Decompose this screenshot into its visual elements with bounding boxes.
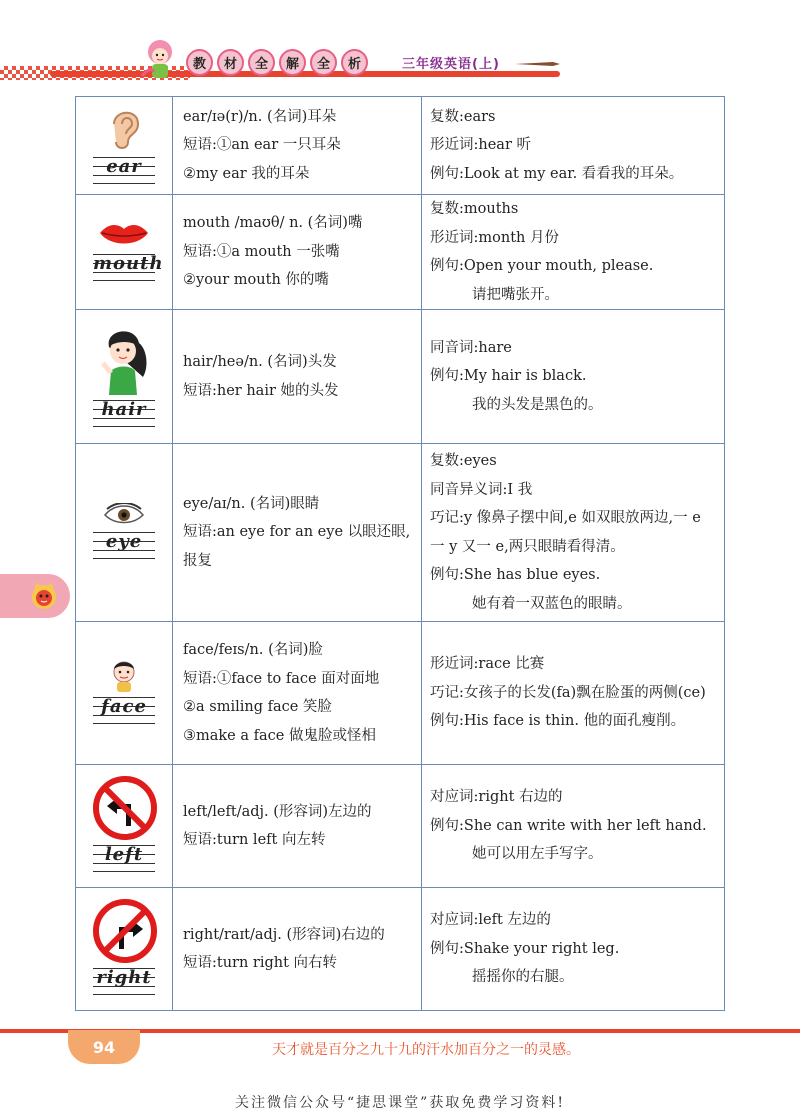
eye-icon	[103, 503, 145, 527]
footer-motto: 天才就是百分之九十九的汗水加百分之一的灵感。	[272, 1042, 580, 1058]
definition-cell: hair/heə/n. (名词)头发 短语:her hair 她的头发	[173, 310, 422, 444]
notes-cell: 同音词:hare 例句:My hair is black. 我的头发是黑色的。	[422, 310, 725, 444]
title-char: 教	[186, 49, 213, 76]
title-char: 全	[310, 49, 337, 76]
girl-hair-icon	[95, 323, 153, 395]
vocabulary-table	[75, 96, 725, 1011]
page-number: 94	[68, 1030, 140, 1064]
word-writing: eye	[105, 530, 143, 552]
definition-cell: eye/aɪ/n. (名词)眼睛 短语:an eye for an eye 以眼还眼,报复	[173, 444, 422, 622]
word-writing: ear	[106, 155, 142, 177]
no-left-turn-sign-icon	[93, 776, 157, 840]
table-row	[76, 765, 725, 888]
word-picture-cell	[76, 765, 173, 888]
definition-cell: left/left/adj. (形容词)左边的 短语:turn left 向左转	[173, 765, 422, 888]
table-row	[76, 310, 725, 444]
title-char: 析	[341, 49, 368, 76]
table-row	[76, 622, 725, 765]
pen-icon	[515, 60, 560, 68]
definition-cell: mouth /maʊθ/ n. (名词)嘴 短语:①a mouth 一张嘴 ②your mouth 你的嘴	[173, 195, 422, 310]
notes-cell: 对应词:right 右边的 例句:She can write with her left hand. 她可以用左手写字。	[422, 765, 725, 888]
table-row	[76, 444, 725, 622]
book-title	[186, 49, 368, 76]
word-picture-cell	[76, 444, 173, 622]
notes-cell: 形近词:race 比赛 巧记:女孩子的长发(fa)飘在脸蛋的两侧(ce) 例句:His face is thin. 他的面孔瘦削。	[422, 622, 725, 765]
word-writing: face	[101, 696, 147, 717]
title-char: 解	[279, 49, 306, 76]
title-char: 材	[217, 49, 244, 76]
definition-cell: face/feɪs/n. (名词)脸 短语:①face to face 面对面地 ②a smiling face 笑脸 ③make a face 做鬼脸或怪相	[173, 622, 422, 765]
word-picture-cell	[76, 310, 173, 444]
definition-cell: right/raɪt/adj. (形容词)右边的 短语:turn right 向右转	[173, 888, 422, 1011]
watermark-text: 关注微信公众号“捷思课堂”获取免费学习资料!	[235, 1095, 565, 1111]
page-header	[0, 0, 800, 95]
notes-cell: 复数:ears 形近词:hear 听 例句:Look at my ear. 看看我的耳朵。	[422, 97, 725, 195]
word-writing: right	[96, 967, 152, 988]
word-picture-cell	[76, 195, 173, 310]
cat-mascot-icon	[28, 580, 60, 612]
title-char: 全	[248, 49, 275, 76]
mascot-girl-icon	[136, 36, 184, 88]
word-picture-cell	[76, 888, 173, 1011]
face-boy-icon	[109, 658, 139, 692]
word-picture-cell	[76, 622, 173, 765]
mouth-icon	[98, 219, 150, 249]
subject-label: 三年级英语(上)	[402, 57, 500, 72]
notes-cell: 复数:eyes 同音异义词:I 我 巧记:y 像鼻子摆中间,e 如双眼放两边,一 e 一 y 又一 e,两只眼睛看得清。 例句:She has blue eyes. 她有着一双蓝色的眼睛。	[422, 444, 725, 622]
table-row	[76, 97, 725, 195]
definition-cell: ear/ɪə(r)/n. (名词)耳朵 短语:①an ear 一只耳朵 ②my ear 我的耳朵	[173, 97, 422, 195]
table-row	[76, 888, 725, 1011]
word-picture-cell	[76, 97, 173, 195]
word-writing: hair	[101, 398, 147, 420]
ear-icon	[104, 104, 144, 152]
notes-cell: 复数:mouths 形近词:month 月份 例句:Open your mouth, please. 请把嘴张开。	[422, 195, 725, 310]
no-right-turn-sign-icon	[93, 899, 157, 963]
table-row	[76, 195, 725, 310]
word-writing: left	[104, 844, 144, 865]
notes-cell: 对应词:left 左边的 例句:Shake your right leg. 摇摇你的右腿。	[422, 888, 725, 1011]
word-writing: mouth	[93, 253, 164, 274]
